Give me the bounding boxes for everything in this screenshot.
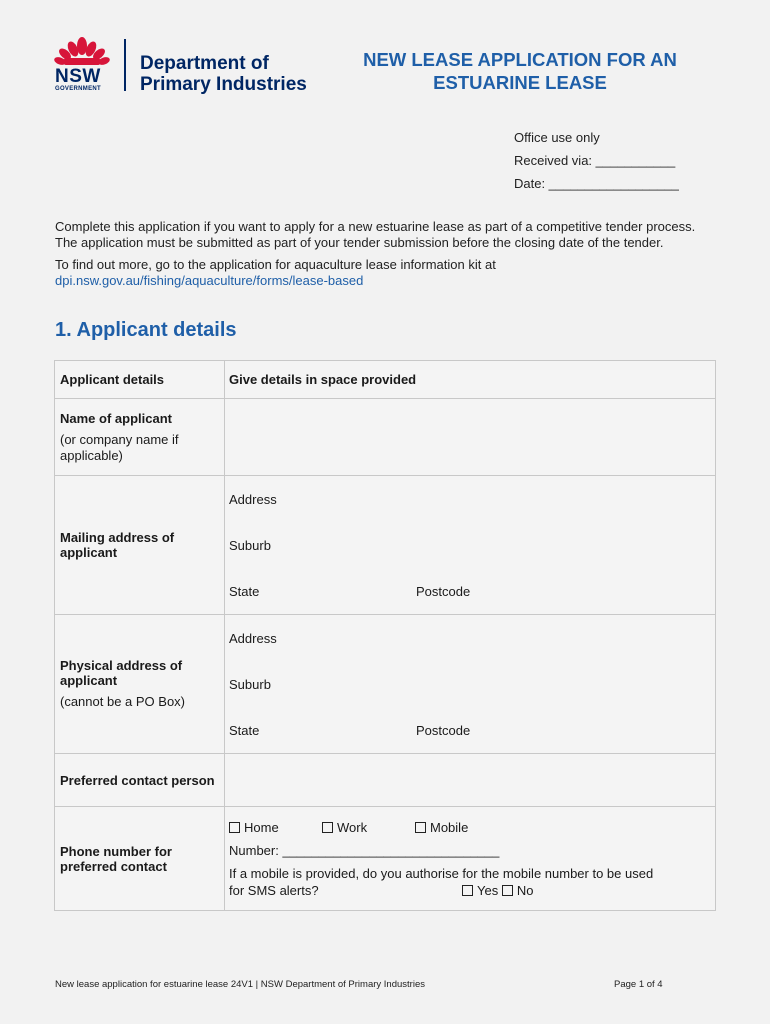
name-of-applicant-label: Name of applicant: [60, 410, 172, 426]
no-option[interactable]: [502, 883, 534, 898]
dpi-logo: [54, 36, 324, 98]
yes-option[interactable]: [462, 883, 498, 898]
sms-question-line-1: If a mobile is provided, do you authorise for the mobile number to be used: [229, 865, 654, 881]
yes-checkbox[interactable]: [462, 885, 473, 896]
sms-question-line-2: for SMS alerts?: [229, 882, 319, 898]
title-line-2: ESTUARINE LEASE: [433, 72, 607, 93]
col-header-applicant: Applicant details: [55, 361, 225, 399]
table-row: [55, 754, 716, 807]
mailing-suburb-line: Suburb: [229, 537, 271, 553]
logo-divider: [124, 39, 126, 91]
name-of-applicant-sub: (or company name if applicable): [60, 431, 179, 463]
intro-paragraph-2-text: To find out more, go to the application for aquaculture lease information kit at: [55, 257, 496, 272]
home-label: Home: [244, 819, 279, 835]
table-row: [55, 615, 716, 754]
physical-postcode: Postcode: [416, 722, 471, 738]
phone-type-options: [229, 819, 715, 836]
table-row: [55, 807, 716, 911]
footer-document-name: New lease application for estuarine lease 24V1 | NSW Department of Primary Industries: [55, 979, 425, 990]
office-use-block: [514, 126, 679, 195]
phone-number-cell: [225, 807, 716, 911]
contact-label-cell: [55, 754, 225, 807]
sms-question-line-2-row: [229, 882, 715, 899]
table-header-row: [55, 361, 716, 399]
work-label: Work: [337, 819, 368, 835]
work-option[interactable]: [322, 819, 415, 836]
physical-state-line: [229, 707, 715, 753]
department-line-1: Department of: [140, 53, 269, 74]
mobile-label: Mobile: [430, 819, 469, 835]
physical-address-label: Physical address of applicant: [60, 658, 183, 688]
no-label: No: [516, 882, 534, 898]
mobile-checkbox[interactable]: [415, 822, 426, 833]
physical-label-cell: [55, 615, 225, 754]
physical-address-line: Address: [229, 630, 277, 646]
col-header-details: Give details in space provided: [225, 361, 716, 399]
preferred-contact-input[interactable]: [225, 754, 716, 807]
mailing-address-label: Mailing address of applicant: [60, 530, 175, 560]
preferred-contact-label: Preferred contact person: [60, 772, 215, 788]
phone-number-field[interactable]: Number: ______________________________: [229, 842, 500, 858]
mailing-label-cell: [55, 476, 225, 615]
office-date-field: Date: __________________: [514, 176, 679, 191]
yes-label: Yes: [477, 882, 499, 898]
received-via-field: Received via: ___________: [514, 153, 676, 168]
phone-label-cell: [55, 807, 225, 911]
intro-paragraph-1: Complete this application if you want to apply for a new estuarine lease as part of a competitive tender process. The application must be submitted as part of your tender submission before the closing date of the tender.: [55, 219, 696, 250]
mailing-state-line: [229, 568, 715, 614]
mailing-postcode: Postcode: [416, 583, 471, 599]
mailing-address-input[interactable]: [225, 476, 716, 615]
work-checkbox[interactable]: [322, 822, 333, 833]
no-checkbox[interactable]: [502, 885, 513, 896]
physical-address-sub: (cannot be a PO Box): [60, 694, 186, 709]
table-row: [55, 399, 716, 476]
home-option[interactable]: [229, 819, 322, 836]
mailing-state: State: [229, 583, 260, 599]
nsw-wordmark: NSW: [55, 66, 101, 87]
physical-suburb-line: Suburb: [229, 676, 271, 692]
department-line-2: Primary Industries: [140, 74, 307, 95]
title-line-1: NEW LEASE APPLICATION FOR AN: [363, 49, 677, 70]
physical-address-input[interactable]: [225, 615, 716, 754]
phone-number-label: Phone number for preferred contact: [60, 843, 172, 874]
name-of-applicant-input[interactable]: [225, 399, 716, 476]
office-use-heading: Office use only: [514, 130, 600, 145]
physical-state: State: [229, 722, 260, 738]
mobile-option[interactable]: [415, 820, 468, 835]
lease-kit-link[interactable]: dpi.nsw.gov.au/fishing/aquaculture/forms/lease-based: [55, 273, 364, 288]
footer-page-number: Page 1 of 4: [614, 979, 663, 990]
mailing-address-line: Address: [229, 491, 277, 507]
government-wordmark: GOVERNMENT: [55, 86, 102, 92]
applicant-details-table: [54, 360, 716, 911]
intro-text: [55, 219, 715, 295]
waratah-icon: [54, 36, 110, 66]
name-label-cell: [55, 399, 225, 476]
table-row: [55, 476, 716, 615]
intro-paragraph-2: [55, 257, 715, 289]
home-checkbox[interactable]: [229, 822, 240, 833]
section-heading: 1. Applicant details: [55, 319, 237, 341]
document-title: [330, 48, 710, 94]
department-name: [140, 53, 307, 95]
